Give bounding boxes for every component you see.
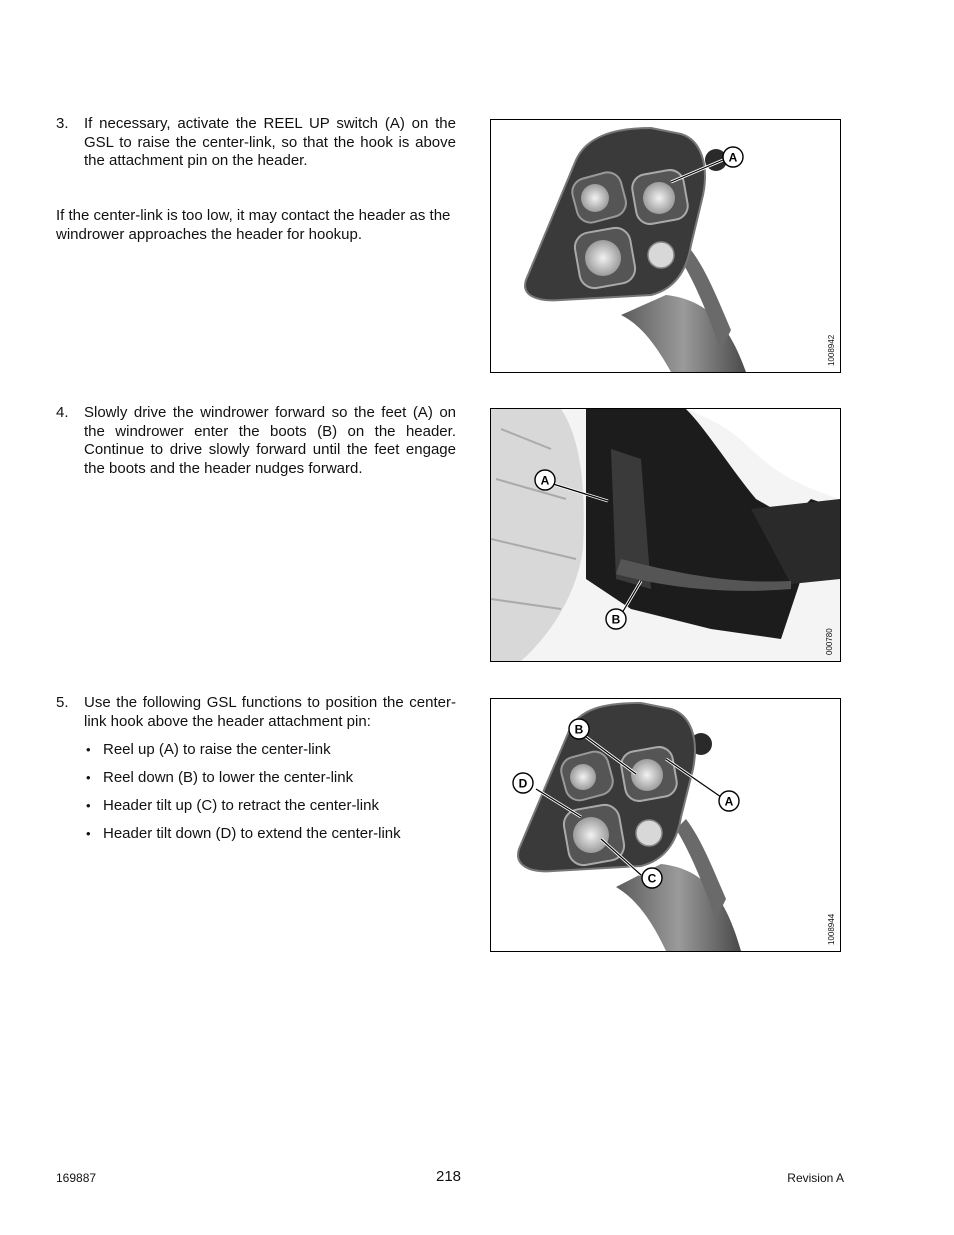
step-number: 3. (56, 115, 69, 132)
page-number: 218 (436, 1168, 462, 1185)
note-text: If the center-link is too low, it may contact the header as the windrower approaches the header for hookup. (56, 207, 451, 243)
gsl-handle-illustration (491, 699, 840, 951)
step-5 (56, 694, 456, 731)
list-item: • Reel up (A) to raise the center-link (86, 741, 456, 769)
gsl-handle-illustration (491, 120, 840, 372)
figure-gsl-functions (490, 698, 841, 952)
callout-a: A (724, 794, 734, 809)
figure-id: 1008944 (827, 913, 836, 945)
step-text: If necessary, activate the REEL UP switch (A) on the GSL to raise the center-link, so that the hook is above the attachment pin on the header. (84, 115, 456, 169)
footer-revision: Revision A (787, 1171, 844, 1185)
step-number: 5. (56, 694, 69, 711)
callout-c: C (647, 871, 657, 886)
step-text: Slowly drive the windrower forward so the feet (A) on the windrower enter the boots (B) on the header. Continue to drive slowly forward until the feet engage the boots and the header nudges forward. (84, 404, 456, 477)
callout-b: B (574, 722, 584, 737)
step-number: 4. (56, 404, 69, 421)
figure-feet-boots (490, 408, 841, 662)
callout-b: B (611, 612, 621, 627)
list-item: • Header tilt down (D) to extend the center-link (86, 825, 456, 853)
figure-id: 1008942 (827, 334, 836, 366)
footer-doc-number: 169887 (56, 1171, 97, 1185)
step-3 (56, 115, 456, 171)
feet-boots-photo (491, 409, 840, 661)
step-text: Use the following GSL functions to position the center-link hook above the header attachment pin: (84, 694, 456, 730)
callout-d: D (518, 776, 528, 791)
figure-gsl-reel-up (490, 119, 841, 373)
step-4 (56, 404, 456, 478)
list-item: • Header tilt up (C) to retract the center-link (86, 797, 456, 825)
callout-a: A (728, 150, 738, 165)
gsl-function-list (86, 741, 456, 853)
list-item: • Reel down (B) to lower the center-link (86, 769, 456, 797)
callout-a: A (540, 473, 550, 488)
figure-id: 000780 (825, 628, 834, 655)
